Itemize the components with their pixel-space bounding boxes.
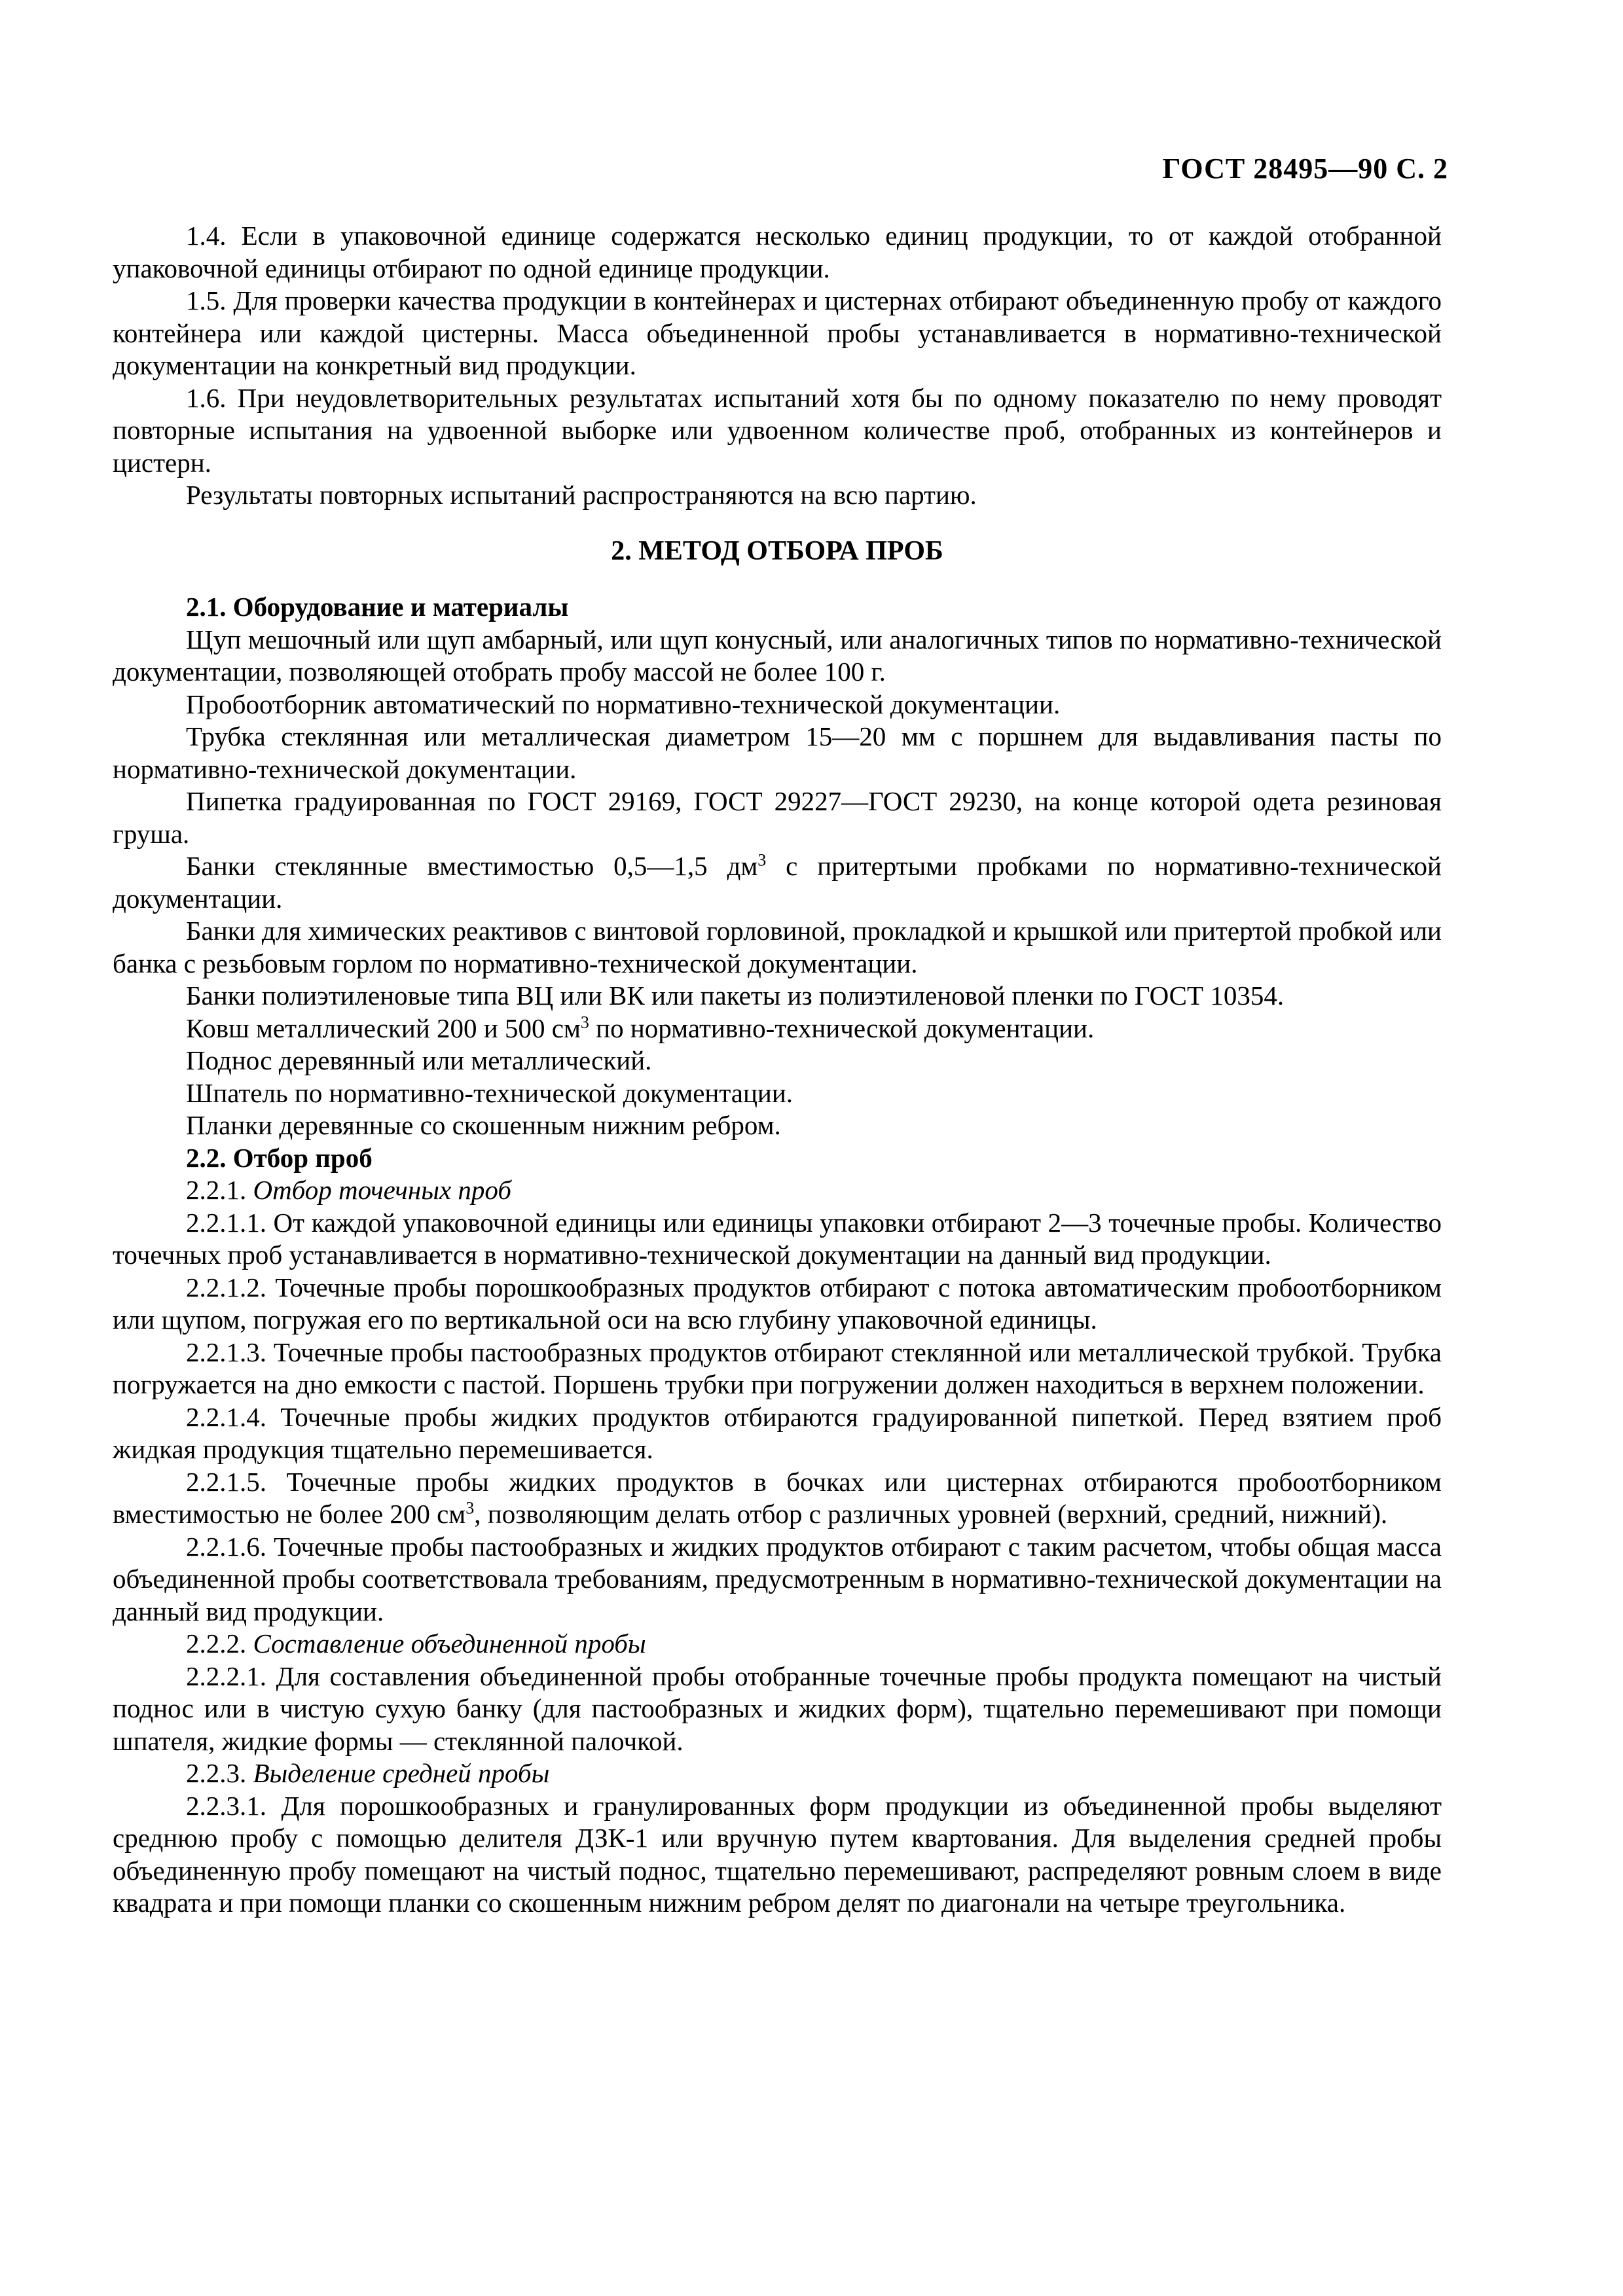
equipment-item xyxy=(113,1013,1442,1045)
superscript: 3 xyxy=(465,1498,475,1518)
equipment-item xyxy=(113,850,1442,915)
section-number: 2.2.2. xyxy=(186,1628,253,1659)
superscript: 3 xyxy=(580,1012,589,1031)
section-number: 2.2.1. xyxy=(186,1175,253,1205)
paragraph-1-5: 1.5. Для проверки качества продукции в контейнерах и цистернах отбирают объединенную пробу от каждого контейнера или каждой цистерны. Масса объединенной пробы устанавливается в нормативно-технической документации на конкретный вид продукции. xyxy=(113,285,1442,380)
paragraph-1-4: 1.4. Если в упаковочной единице содержатся несколько единиц продукции, то от каждой отобранной упаковочной единицы отбирают по одной единице продукции. xyxy=(113,221,1442,283)
paragraph-text: 2.2.1.5. Точечные пробы жидких продуктов в бочках или цистернах отбираются пробоотборником вместимостью не более 200 см xyxy=(113,1466,1442,1529)
paragraph-2-2-2-1: 2.2.2.1. Для составления объединенной пробы отобранные точечные пробы продукта помещают на чистый поднос или в чистую сухую банку (для пастообразных и жидких форм), тщательно перемешивают при помощи шпателя, жидкие формы — стеклянной палочкой. xyxy=(113,1660,1442,1756)
section-2-1-title: 2.1. Оборудование и материалы xyxy=(186,592,569,622)
paragraph-2-2-1-5 xyxy=(113,1466,1442,1531)
paragraph-text: , позволяющим делать отбор с различных уровней (верхний, средний, нижний). xyxy=(474,1499,1388,1529)
section-2-title: 2. МЕТОД ОТБОРА ПРОБ xyxy=(611,535,943,566)
section-2-2-2-title xyxy=(113,1628,1442,1660)
equipment-item: Поднос деревянный или металлический. xyxy=(186,1045,652,1075)
section-2-2-1-title xyxy=(113,1174,1442,1207)
paragraph-2-2-1-3: 2.2.1.3. Точечные пробы пастообразных продуктов отбирают стеклянной или металлической трубкой. Трубка погружается на дно емкости с пастой. Поршень трубки при погружении должен находиться в верхнем положении. xyxy=(113,1336,1442,1399)
paragraph-1-6-results: Результаты повторных испытаний распространяются на всю партию. xyxy=(186,480,977,510)
section-2-2-3-title xyxy=(113,1757,1442,1790)
paragraph-2-2-1-1: 2.2.1.1. От каждой упаковочной единицы или единицы упаковки отбирают 2—3 точечные пробы. Количество точечных проб устанавливается в нормативно-технической документации на данный вид продукции. xyxy=(113,1207,1442,1270)
paragraph-2-2-1-2: 2.2.1.2. Точечные пробы порошкообразных продуктов отбирают с потока автоматическим пробоотборником или щупом, погружая его по вертикальной оси на всю глубину упаковочной единицы. xyxy=(113,1272,1442,1335)
equipment-item: Щуп мешочный или щуп амбарный, или щуп конусный, или аналогичных типов по нормативно-технической документации, позволяющей отобрать пробу массой не более 100 г. xyxy=(113,624,1442,687)
equipment-text: Банки стеклянные вместимостью 0,5—1,5 дм xyxy=(186,851,758,881)
equipment-item: Пипетка градуированная по ГОСТ 29169, ГОСТ 29227—ГОСТ 29230, на конце которой одета резиновая груша. xyxy=(113,786,1442,849)
section-number: 2.2.3. xyxy=(186,1758,253,1788)
equipment-item: Шпатель по нормативно-технической документации. xyxy=(186,1077,793,1108)
paragraph-2-2-3-1: 2.2.3.1. Для порошкообразных и гранулированных форм продукции из объединенной пробы выделяют среднюю пробу с помощью делителя ДЗК-1 или вручную путем квартования. Для выделения средней пробы объединенную пробу помещают на чистый поднос, тщательно перемешивают, распределяют ровным слоем в виде квадрата и при помощи планки со скошенным нижним ребром делят по диагонали на четыре треугольника. xyxy=(113,1790,1442,1918)
paragraph-2-2-1-4: 2.2.1.4. Точечные пробы жидких продуктов отбираются градуированной пипеткой. Перед взятием проб жидкая продукция тщательно перемешивается. xyxy=(113,1401,1442,1464)
equipment-text: с притертыми пробками по нормативно-технической документации. xyxy=(113,851,1442,914)
section-title-italic: Отбор точечных проб xyxy=(253,1175,512,1205)
paragraph-2-2-1-6: 2.2.1.6. Точечные пробы пастообразных и жидких продуктов отбирают с таким расчетом, чтобы общая масса объединенной пробы соответствовала требованиям, предусмотренным в нормативно-технической документации на данный вид продукции. xyxy=(113,1531,1442,1626)
section-2-2-title: 2.2. Отбор проб xyxy=(186,1142,373,1173)
document-body xyxy=(113,220,1442,1920)
superscript: 3 xyxy=(757,850,767,870)
page-header: ГОСТ 28495—90 С. 2 xyxy=(1162,152,1448,185)
equipment-item: Банки для химических реактивов с винтовой горловиной, прокладкой и крышкой или притертой пробкой или банка с резьбовым горлом по нормативно-технической документации. xyxy=(113,916,1442,978)
equipment-item: Планки деревянные со скошенным нижним ребром. xyxy=(186,1110,781,1140)
equipment-item: Банки полиэтиленовые типа ВЦ или ВК или пакеты из полиэтиленовой пленки по ГОСТ 10354. xyxy=(186,980,1285,1011)
section-title-italic: Составление объединенной пробы xyxy=(253,1628,646,1659)
equipment-text: Ковш металлический 200 и 500 см xyxy=(186,1013,581,1043)
equipment-item: Трубка стеклянная или металлическая диаметром 15—20 мм с поршнем для выдавливания пасты по нормативно-технической документации. xyxy=(113,721,1442,784)
section-title-italic: Выделение средней пробы xyxy=(253,1758,550,1788)
paragraph-1-6: 1.6. При неудовлетворительных результатах испытаний хотя бы по одному показателю по нему проводят повторные испытания на удвоенной выборке или удвоенном количестве проб, отобранных из контейнеров и цистерн. xyxy=(113,382,1442,478)
equipment-item: Пробоотборник автоматический по нормативно-технической документации. xyxy=(186,689,1061,719)
equipment-text: по нормативно-технической документации. xyxy=(589,1013,1095,1043)
